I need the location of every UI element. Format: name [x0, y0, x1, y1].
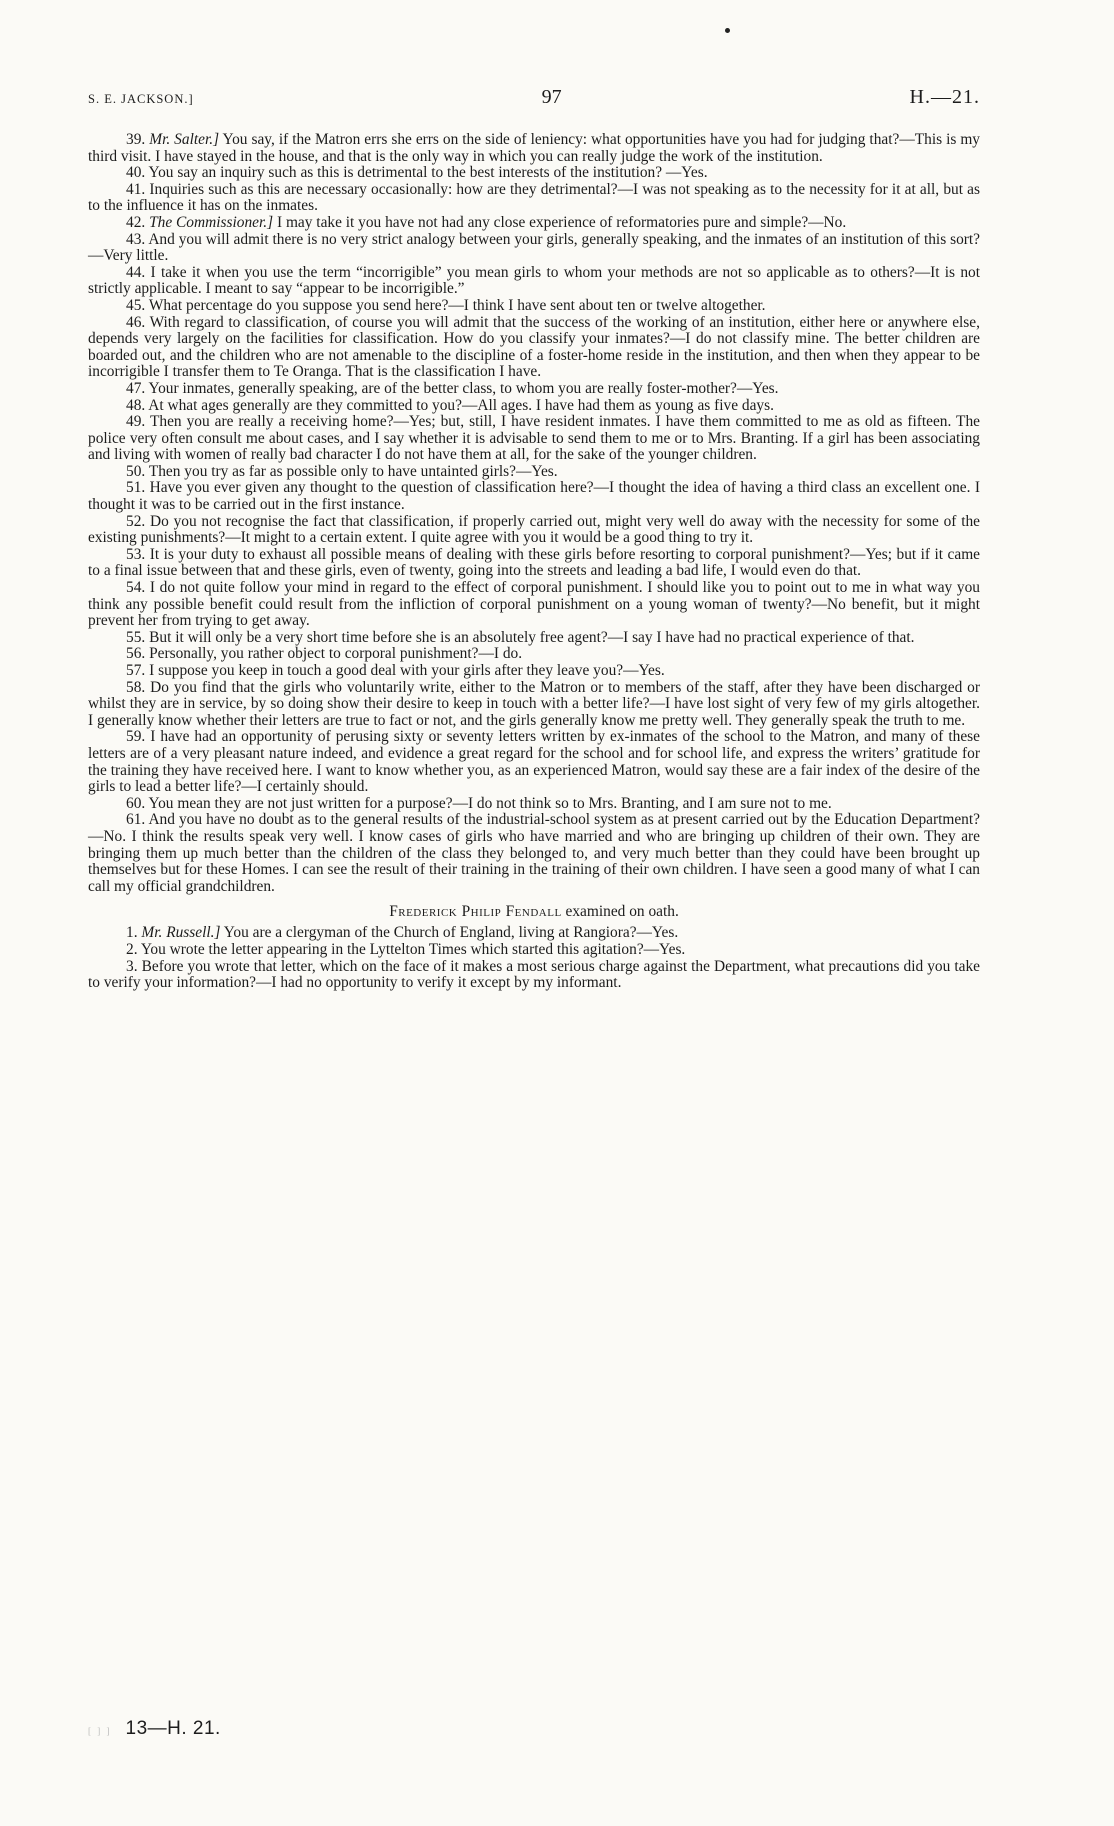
testimony-paragraph — [88, 547, 980, 580]
testimony-paragraph — [88, 646, 980, 663]
question-answer-text: You mean they are not just written for a purpose?—I do not think so to Mrs. Branting, and I am sure not to me. — [148, 794, 832, 812]
witness-name: Frederick Philip Fendall — [389, 903, 562, 921]
question-number: 55. — [126, 628, 146, 646]
testimony-paragraph — [88, 580, 980, 630]
testimony-paragraph — [88, 796, 980, 813]
question-answer-text: You are a clergyman of the Church of England, living at Rangiora?—Yes. — [223, 924, 679, 942]
question-answer-text: I take it when you use the term “incorrigible” you mean girls to whom your methods are not so applicable as to others?—It is not strictly applicable. I meant to say “appear to be incorrigible.” — [88, 263, 980, 298]
testimony-paragraph — [88, 514, 980, 547]
speaker-label: The Commissioner.] — [149, 213, 274, 231]
question-answer-text: But it will only be a very short time before she is an absolutely free agent?—I say I have had no practical experience of that. — [149, 628, 915, 646]
testimony-paragraph — [88, 298, 980, 315]
question-answer-text: Then you try as far as possible only to have untainted girls?—Yes. — [148, 462, 558, 480]
speaker-label: Mr. Salter.] — [149, 131, 220, 148]
paper-reference: H.—21. — [909, 86, 980, 108]
question-number: 44. — [126, 263, 146, 281]
testimony-paragraph — [88, 729, 980, 795]
testimony-paragraph — [88, 315, 980, 381]
question-answer-text: It is your duty to exhaust all possible means of dealing with these girls before resorting to corporal punishment?—Yes; but if it came to a final issue between that and these girls, even of twenty, going into the streets and leading a bad life, I would even do that. — [88, 545, 980, 580]
testimony-paragraph — [88, 480, 980, 513]
testimony-section-2 — [88, 925, 980, 991]
question-number: 58. — [126, 678, 146, 696]
question-answer-text: You wrote the letter appearing in the Lyttelton Times which started this agitation?—Yes. — [140, 940, 686, 958]
question-answer-text: Before you wrote that letter, which on the face of it makes a most serious charge against the Department, what precautions did you take to verify your information?—I had no opportunity to verify it except by my informant. — [88, 957, 980, 992]
question-number: 50. — [126, 462, 146, 480]
question-answer-text: With regard to classification, of course you will admit that the success of the working of an institution, either here or anywhere else, depends very largely on the facilities for classification. How do you classify your inmates?—I do not classify mine. The better children are boarded out, and the children who are not amenable to the discipline of a foster-home reside in the institution, and then when they appear to be incorrigible I transfer them to Te Oranga. That is the classification I have. — [88, 313, 980, 381]
question-answer-text: Personally, you rather object to corporal punishment?—I do. — [149, 645, 523, 663]
question-answer-text: I may take it you have not had any close experience of reformatories pure and simple?—No. — [276, 213, 847, 231]
testimony-paragraph — [88, 464, 980, 481]
question-number: 49. — [126, 413, 146, 431]
testimony-paragraph — [88, 925, 980, 942]
question-number: 48. — [126, 396, 146, 414]
question-number: 51. — [126, 479, 146, 497]
question-number: 2. — [126, 940, 138, 958]
testimony-paragraph — [88, 680, 980, 730]
question-answer-text: At what ages generally are they committed to you?—All ages. I have had them as young as five days. — [148, 396, 774, 414]
testimony-paragraph — [88, 663, 980, 680]
question-answer-text: And you will admit there is no very strict analogy between your girls, generally speaking, and the inmates of an institution of this sort?—Very little. — [88, 230, 980, 265]
witness-oath: examined on oath. — [565, 903, 679, 921]
question-number: 40. — [126, 164, 146, 182]
question-number: 52. — [126, 512, 146, 530]
page-number: 97 — [541, 86, 562, 108]
question-number: 3. — [126, 957, 138, 975]
question-answer-text: I do not quite follow your mind in regard to the effect of corporal punishment. I should like you to point out to me in what way you think any possible benefit could result from the infliction of corporal punishment on a young woman of twenty?—No benefit, but it might prevent her from trying to get away. — [88, 579, 980, 630]
testimony-paragraph — [88, 232, 980, 265]
page-footer — [88, 1718, 221, 1740]
speaker-label: Mr. Russell.] — [141, 924, 221, 942]
question-answer-text: Your inmates, generally speaking, are of the better class, to whom you are really foster-mother?—Yes. — [148, 379, 779, 397]
question-answer-text: You say, if the Matron errs she errs on the side of leniency: what opportunities have you had for judging that?—This is my third visit. I have stayed in the house, and that is the only way in which you can really judge the work of the institution. — [88, 131, 980, 165]
question-answer-text: Inquiries such as this are necessary occasionally: how are they detrimental?—I was not speaking as to the necessity for it at all, but as to the influence it has on the inmates. — [88, 180, 980, 215]
question-number: 47. — [126, 379, 146, 397]
question-number: 57. — [126, 662, 146, 679]
sheet-signature: 13—H. 21. — [125, 1718, 221, 1739]
header-witness-name: S. E. JACKSON.] — [88, 92, 194, 106]
question-answer-text: Do you not recognise the fact that classification, if properly carried out, might very well do away with the necessity for some of the existing punishments?—It might to a certain extent. I quite agree with you it would be a good thing to try it. — [88, 512, 980, 547]
question-answer-text: You say an inquiry such as this is detrimental to the best interests of the institution? —Yes. — [148, 164, 708, 182]
question-answer-text: I have had an opportunity of perusing sixty or seventy letters written by ex-inmates of the school to the Matron, and many of these letters are of a very pleasant nature indeed, and evidence a great regard for the school and for school life, and express the writers’ gratitude for the training they have received here. I want to know whether you, as an experienced Matron, would say these are a fair index of the desire of the girls to lead a better life?—I certainly should. — [88, 728, 980, 796]
testimony-paragraph — [88, 165, 980, 182]
testimony-paragraph — [88, 398, 980, 415]
question-answer-text: Then you are really a receiving home?—Yes; but, still, I have resident inmates. I have them committed to me as old as fifteen. The police very often consult me about cases, and I say whether it is advisable to send them to me or to Mrs. Branting. If a girl has been associating and living with women of really bad character I do not have them at all, for the sake of the younger children. — [88, 413, 980, 464]
question-number: 42. — [126, 213, 146, 231]
question-answer-text: What percentage do you suppose you send here?—I think I have sent about ten or twelve altogether. — [148, 296, 766, 314]
question-answer-text: And you have no doubt as to the general results of the industrial-school system as at present carried out by the Education Department?—No. I think the results speak very well. I know cases of girls who have married and who are bringing up children of their own. They are bringing them up much better than the children of the class they belonged to, and very much better than they could have been brought up themselves but for these Homes. I can see the result of their training in the training of their own children. I have seen a good many of what I can call my official grandchildren. — [88, 811, 980, 895]
testimony-paragraph — [88, 381, 980, 398]
testimony-paragraph — [88, 942, 980, 959]
document-page — [88, 86, 980, 992]
question-answer-text: I suppose you keep in touch a good deal with your girls after they leave you?—Yes. — [149, 662, 665, 679]
ink-speck — [725, 28, 730, 33]
witness-heading — [88, 903, 980, 921]
question-number: 61. — [126, 811, 146, 829]
question-number: 1. — [126, 924, 138, 942]
question-number: 60. — [126, 794, 146, 812]
question-answer-text: Do you find that the girls who voluntarily write, either to the Matron or to members of the staff, after they have been discharged or whilst they are in service, by so doing show their desire to keep in touch with a better life?—I have lost sight of very few of my girls altogether. I generally know whether their letters are true to fact or not, and the girls generally know me pretty well. They generally speak the truth to me. — [88, 678, 980, 729]
question-number: 46. — [126, 313, 146, 331]
question-number: 54. — [126, 579, 146, 597]
testimony-paragraph — [88, 630, 980, 647]
testimony-paragraph — [88, 414, 980, 464]
testimony-paragraph — [88, 959, 980, 992]
page-header — [88, 86, 980, 122]
testimony-paragraph — [88, 215, 980, 232]
question-number: 59. — [126, 728, 146, 746]
printer-mark: [ ] ] — [88, 1726, 112, 1736]
testimony-paragraph — [88, 132, 980, 165]
question-answer-text: Have you ever given any thought to the question of classification here?—I thought the idea of having a third class an excellent one. I thought it was to be carried out in the first instance. — [88, 479, 980, 514]
testimony-paragraph — [88, 812, 980, 895]
testimony-paragraph — [88, 265, 980, 298]
question-number: 45. — [126, 296, 146, 314]
testimony-section-1 — [88, 132, 980, 895]
question-number: 41. — [126, 180, 146, 198]
question-number: 39. — [126, 131, 146, 148]
question-number: 53. — [126, 545, 146, 563]
question-number: 56. — [126, 645, 146, 663]
question-number: 43. — [126, 230, 146, 248]
testimony-paragraph — [88, 182, 980, 215]
